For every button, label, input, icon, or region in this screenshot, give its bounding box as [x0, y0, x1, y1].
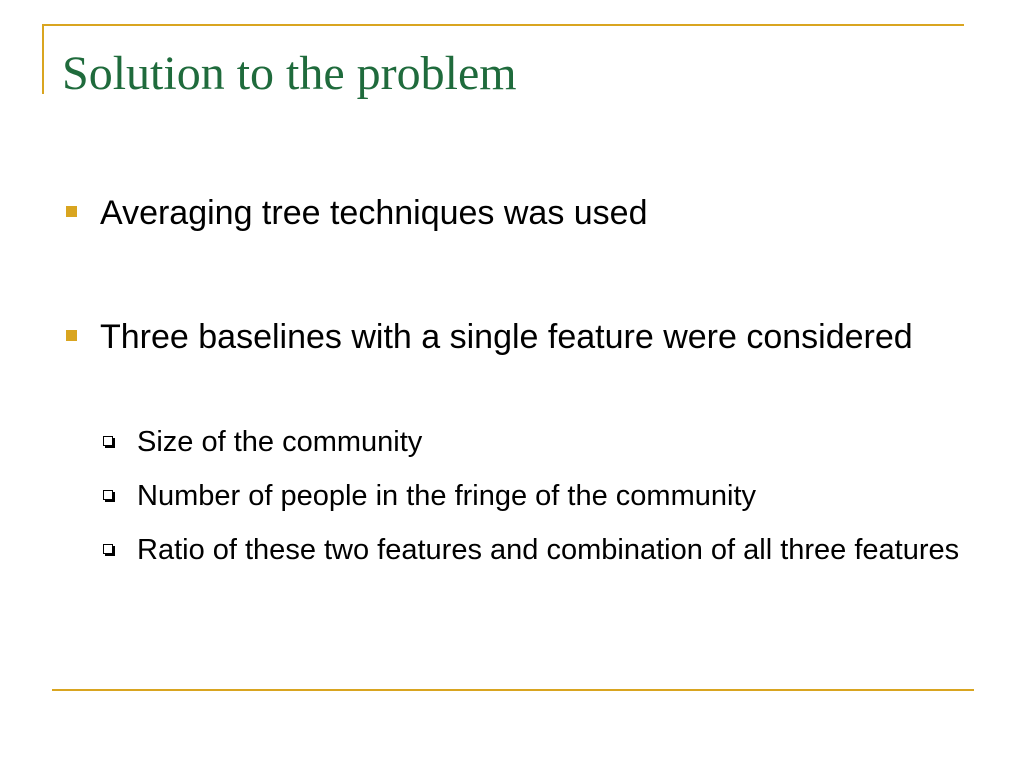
- bullet-item: [100, 192, 960, 234]
- sub-bullet-item: [137, 478, 967, 514]
- square-bullet-icon: [66, 206, 77, 217]
- hollow-square-bullet-icon: [103, 544, 113, 554]
- title-frame-left-line: [42, 24, 44, 94]
- bullet-item: [100, 316, 960, 358]
- bullet-text: Three baselines with a single feature were considered: [100, 318, 913, 356]
- footer-divider-line: [52, 689, 974, 691]
- slide-title: Solution to the problem: [62, 47, 517, 100]
- bullet-text: Averaging tree techniques was used: [100, 194, 648, 232]
- sub-bullet-text: Ratio of these two features and combination of all three features: [137, 534, 960, 566]
- hollow-square-bullet-icon: [103, 436, 113, 446]
- sub-bullet-item: [137, 532, 967, 568]
- sub-bullet-item: [137, 424, 967, 460]
- sub-bullet-text: Number of people in the fringe of the community: [137, 480, 756, 512]
- hollow-square-bullet-icon: [103, 490, 113, 500]
- title-frame-top-line: [42, 24, 964, 26]
- sub-bullet-text: Size of the community: [137, 426, 423, 458]
- square-bullet-icon: [66, 330, 77, 341]
